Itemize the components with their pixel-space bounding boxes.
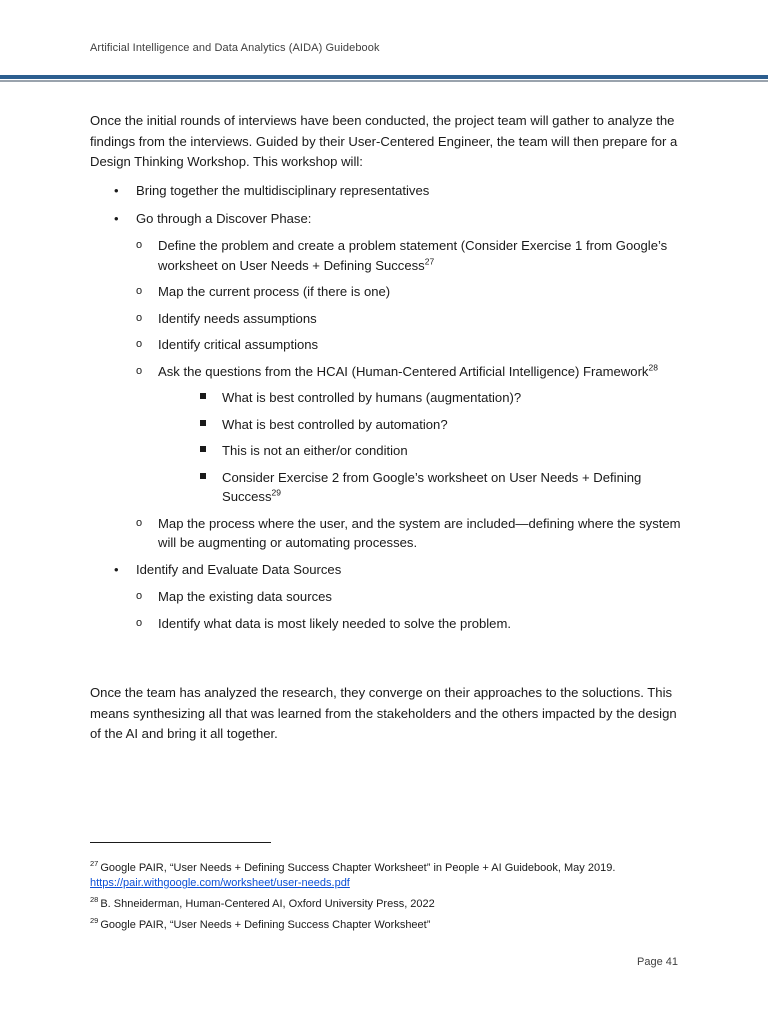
bullet-disc: • bbox=[114, 210, 119, 226]
page-number: Page 41 bbox=[637, 956, 678, 968]
list-item-text: Identify critical assumptions bbox=[158, 337, 319, 352]
footnotes bbox=[90, 861, 690, 939]
list-item-text bbox=[158, 362, 690, 382]
bullet-square bbox=[200, 420, 206, 426]
list-item bbox=[90, 181, 690, 201]
footnote-number: 29 bbox=[90, 916, 99, 926]
list-item bbox=[90, 209, 690, 229]
closing-paragraph bbox=[90, 683, 690, 745]
footnote-text: Google PAIR, “User Needs + Defining Success Chapter Worksheet” bbox=[100, 919, 431, 931]
footnote-ref: 28 bbox=[648, 362, 658, 373]
list-item-text: What is best controlled by humans (augmentation)? bbox=[222, 390, 522, 405]
list-item-text: Bring together the multidisciplinary representatives bbox=[136, 183, 430, 198]
list-item bbox=[90, 388, 690, 408]
footnote-27 bbox=[90, 861, 690, 891]
list-item-text bbox=[158, 236, 690, 275]
list-item-body: Ask the questions from the HCAI (Human-Centered Artificial Intelligence) Framework bbox=[158, 363, 649, 379]
footnote-28 bbox=[90, 897, 690, 912]
list-item-text: Identify needs assumptions bbox=[158, 310, 317, 326]
footnote-number: 28 bbox=[90, 895, 99, 905]
footnote-text: Google PAIR, “User Needs + Defining Success Chapter Worksheet” in People + AI Guidebook, May 2019. bbox=[100, 862, 616, 874]
footnote-ref: 29 bbox=[271, 487, 281, 498]
list-item bbox=[90, 468, 690, 507]
bullet-circle: o bbox=[136, 338, 143, 350]
closing-text: Once the team has analyzed the research, they converge on their approaches to the soluctions. This means synthesizing all that was learned from the stakeholders and the others impacted by the design of the AI and bring it all together. bbox=[90, 685, 677, 741]
bullet-circle: o bbox=[136, 590, 143, 602]
list-item bbox=[90, 560, 690, 580]
bullet-disc: • bbox=[114, 183, 119, 198]
bullet-square bbox=[200, 446, 206, 452]
intro-paragraph bbox=[90, 111, 690, 173]
workshop-list bbox=[90, 181, 690, 640]
list-item-text: Map the process where the user, and the system are included—defining where the system will be augmenting or automating processes. bbox=[158, 515, 681, 550]
list-item bbox=[90, 362, 690, 382]
list-item-body: Consider Exercise 2 from Google’s worksheet on User Needs + Defining Success bbox=[222, 469, 642, 504]
header-rule-blue bbox=[0, 75, 768, 79]
bullet-square bbox=[200, 473, 206, 479]
list-item bbox=[90, 335, 690, 355]
list-item-text: Identify what data is most likely needed to solve the problem. bbox=[158, 615, 511, 631]
footnote-29 bbox=[90, 918, 690, 933]
bullet-square bbox=[200, 393, 206, 399]
footnote-separator bbox=[90, 842, 271, 843]
bullet-circle: o bbox=[136, 311, 143, 324]
footnote-ref: 27 bbox=[424, 256, 435, 267]
list-item bbox=[90, 441, 690, 461]
bullet-circle: o bbox=[136, 616, 143, 629]
list-item bbox=[90, 587, 690, 607]
intro-text: Once the initial rounds of interviews have been conducted, the project team will gather to analyze the findings from the interviews. Guided by their User-Centered Engineer, the team will then prepare for a Design Thinking Workshop. This workshop will: bbox=[90, 113, 678, 169]
list-item-text: Map the existing data sources bbox=[158, 589, 332, 604]
list-item-text: Map the current process (if there is one) bbox=[158, 284, 391, 299]
running-header: Artificial Intelligence and Data Analytics (AIDA) Guidebook bbox=[90, 42, 380, 54]
list-item bbox=[90, 236, 690, 275]
bullet-circle: o bbox=[136, 285, 143, 297]
list-item bbox=[90, 514, 690, 553]
list-item-text: Identify and Evaluate Data Sources bbox=[136, 561, 342, 577]
bullet-circle: o bbox=[136, 364, 143, 377]
bullet-circle: o bbox=[136, 516, 143, 529]
list-item bbox=[90, 282, 690, 302]
footnote-text: B. Shneiderman, Human-Centered AI, Oxford University Press, 2022 bbox=[100, 898, 435, 910]
footnote-link[interactable]: https://pair.withgoogle.com/worksheet/user-needs.pdf bbox=[90, 877, 350, 889]
list-item bbox=[90, 309, 690, 329]
list-item bbox=[90, 415, 690, 435]
footnote-number: 27 bbox=[90, 859, 99, 869]
list-item-body: Define the problem and create a problem statement (Consider Exercise 1 from Google’s worksheet on User Needs + Defining Success bbox=[158, 238, 668, 273]
list-item-text: This is not an either/or condition bbox=[222, 443, 408, 458]
header-rule-gray bbox=[0, 80, 768, 82]
list-item-text bbox=[222, 468, 690, 507]
list-item bbox=[90, 614, 690, 634]
list-item-text: What is best controlled by automation? bbox=[222, 416, 448, 432]
bullet-disc: • bbox=[114, 561, 119, 577]
bullet-circle: o bbox=[136, 239, 143, 251]
list-item-text: Go through a Discover Phase: bbox=[136, 210, 312, 226]
